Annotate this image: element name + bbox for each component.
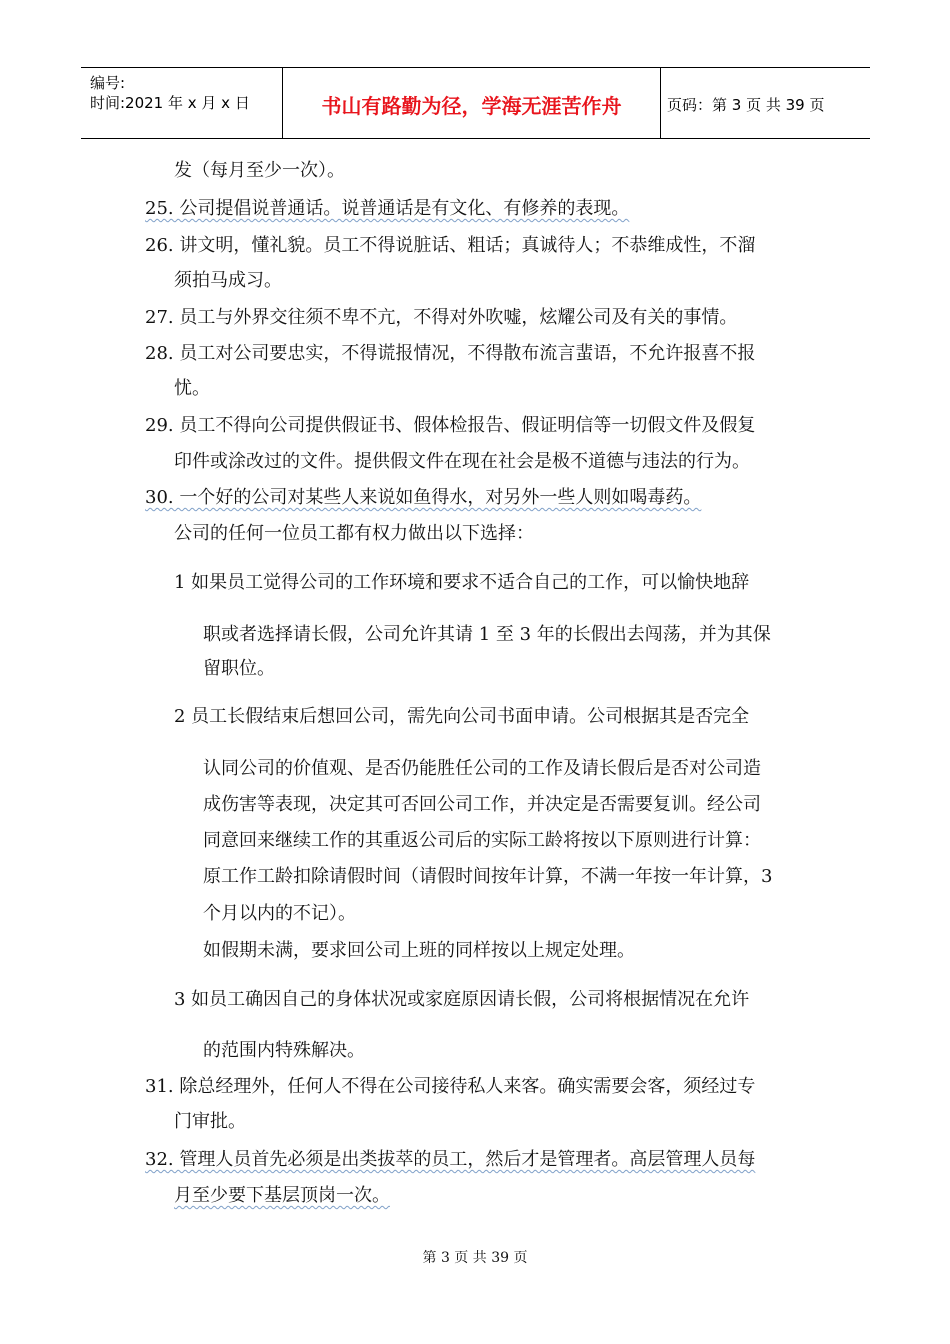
- header-meta-cell: [81, 68, 283, 138]
- document-header: [81, 67, 870, 139]
- body-line: 26. 讲文明，懂礼貌。员工不得说脏话、粗话；真诚待人；不恭维成性，不溜: [145, 235, 756, 256]
- body-line: 发（每月至少一次）。: [174, 160, 345, 181]
- body-line: 须拍马成习。: [174, 270, 282, 291]
- body-line: 个月以内的不记）。: [203, 903, 356, 924]
- body-line: 月至少要下基层顶岗一次。: [174, 1185, 390, 1206]
- body-line: 同意回来继续工作的其重返公司后的实际工龄将按以下原则进行计算：: [203, 830, 761, 851]
- date-label: 时间:2021 年 x 月 x 日: [90, 94, 250, 112]
- header-motto: 书山有路勤为径，学海无涯苦作舟: [321, 94, 622, 118]
- header-page-cell: [661, 68, 870, 138]
- header-motto-cell: [283, 68, 661, 138]
- body-line: 职或者选择请长假，公司允许其请 1 至 3 年的长假出去闯荡，并为其保: [203, 624, 771, 645]
- body-line: 的范围内特殊解决。: [203, 1040, 365, 1061]
- header-page-info: 页码：第 3 页 共 39 页: [667, 96, 825, 114]
- body-line: 27. 员工与外界交往须不卑不亢，不得对外吹嘘，炫耀公司及有关的事情。: [145, 307, 738, 328]
- body-line: 30. 一个好的公司对某些人来说如鱼得水，对另外一些人则如喝毒药。: [145, 487, 702, 508]
- body-line: 31. 除总经理外，任何人不得在公司接待私人来客。确实需要会客，须经过专: [145, 1076, 756, 1097]
- body-line: 原工作工龄扣除请假时间（请假时间按年计算，不满一年按一年计算，3: [203, 866, 773, 887]
- body-line: 门审批。: [174, 1111, 246, 1132]
- page-footer: 第 3 页 共 39 页: [422, 1250, 528, 1266]
- body-line: 32. 管理人员首先必须是出类拔萃的员工，然后才是管理者。高层管理人员每: [145, 1149, 756, 1170]
- body-line: 认同公司的价值观、是否仍能胜任公司的工作及请长假后是否对公司造: [203, 758, 761, 779]
- body-line: 印件或涂改过的文件。提供假文件在现在社会是极不道德与违法的行为。: [174, 451, 750, 472]
- body-line: 28. 员工对公司要忠实，不得谎报情况，不得散布流言蜚语，不允许报喜不报: [145, 343, 756, 364]
- body-line: 忧。: [174, 378, 210, 399]
- body-line: 1 如果员工觉得公司的工作环境和要求不适合自己的工作，可以愉快地辞: [174, 572, 750, 593]
- body-line: 25. 公司提倡说普通话。说普通话是有文化、有修养的表现。: [145, 198, 630, 219]
- body-line: 29. 员工不得向公司提供假证书、假体检报告、假证明信等一切假文件及假复: [145, 415, 756, 436]
- body-line: 2 员工长假结束后想回公司，需先向公司书面申请。公司根据其是否完全: [174, 706, 750, 727]
- body-line: 3 如员工确因自己的身体状况或家庭原因请长假，公司将根据情况在允许: [174, 989, 750, 1010]
- serial-number-label: 编号:: [90, 74, 126, 92]
- body-line: 公司的任何一位员工都有权力做出以下选择：: [174, 523, 534, 544]
- body-line: 成伤害等表现，决定其可否回公司工作，并决定是否需要复训。经公司: [203, 794, 761, 815]
- body-line: 留职位。: [203, 658, 275, 679]
- body-line: 如假期未满，要求回公司上班的同样按以上规定处理。: [203, 940, 635, 961]
